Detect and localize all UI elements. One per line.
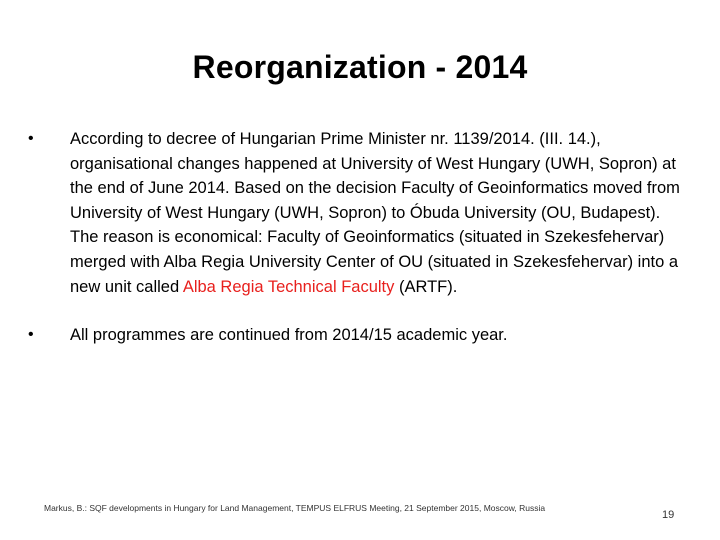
slide-title: Reorganization - 2014 [192, 49, 528, 85]
bullet-marker: • [28, 130, 34, 147]
footer-citation: Markus, B.: SQF developments in Hungary for Land Management, TEMPUS ELFRUS Meeting, 21 September 2015, Moscow, Russia [44, 503, 546, 513]
bullet-marker: • [28, 326, 34, 344]
bullet-text: According to decree of Hungarian Prime Minister nr. 1139/2014. (III. 14.), organisational changes happened at University of West Hungary (UWH, Sopron) at the end of June 2014. Based on the decision Faculty of Geoinformatics moved from University of West Hungary (UWH, Sopron) to Óbuda University (OU, Budapest). The reason is economical: Faculty of Geoinformatics (situated in Szekesfehervar) merged with Alba Regia University Center of OU (situated in Szekesfehervar) into a new unit called [70, 130, 680, 296]
bullet-text: All programmes are continued from 2014/15 academic year. [70, 326, 508, 345]
bullet-item-programmes [28, 323, 688, 348]
highlighted-faculty-name: Alba Regia Technical Faculty [182, 277, 395, 296]
bullet-item-reorganization [28, 127, 688, 299]
page-number: 19 [662, 509, 675, 521]
bullet-text-end: (ARTF). [394, 277, 458, 296]
bullet-list [28, 127, 688, 348]
